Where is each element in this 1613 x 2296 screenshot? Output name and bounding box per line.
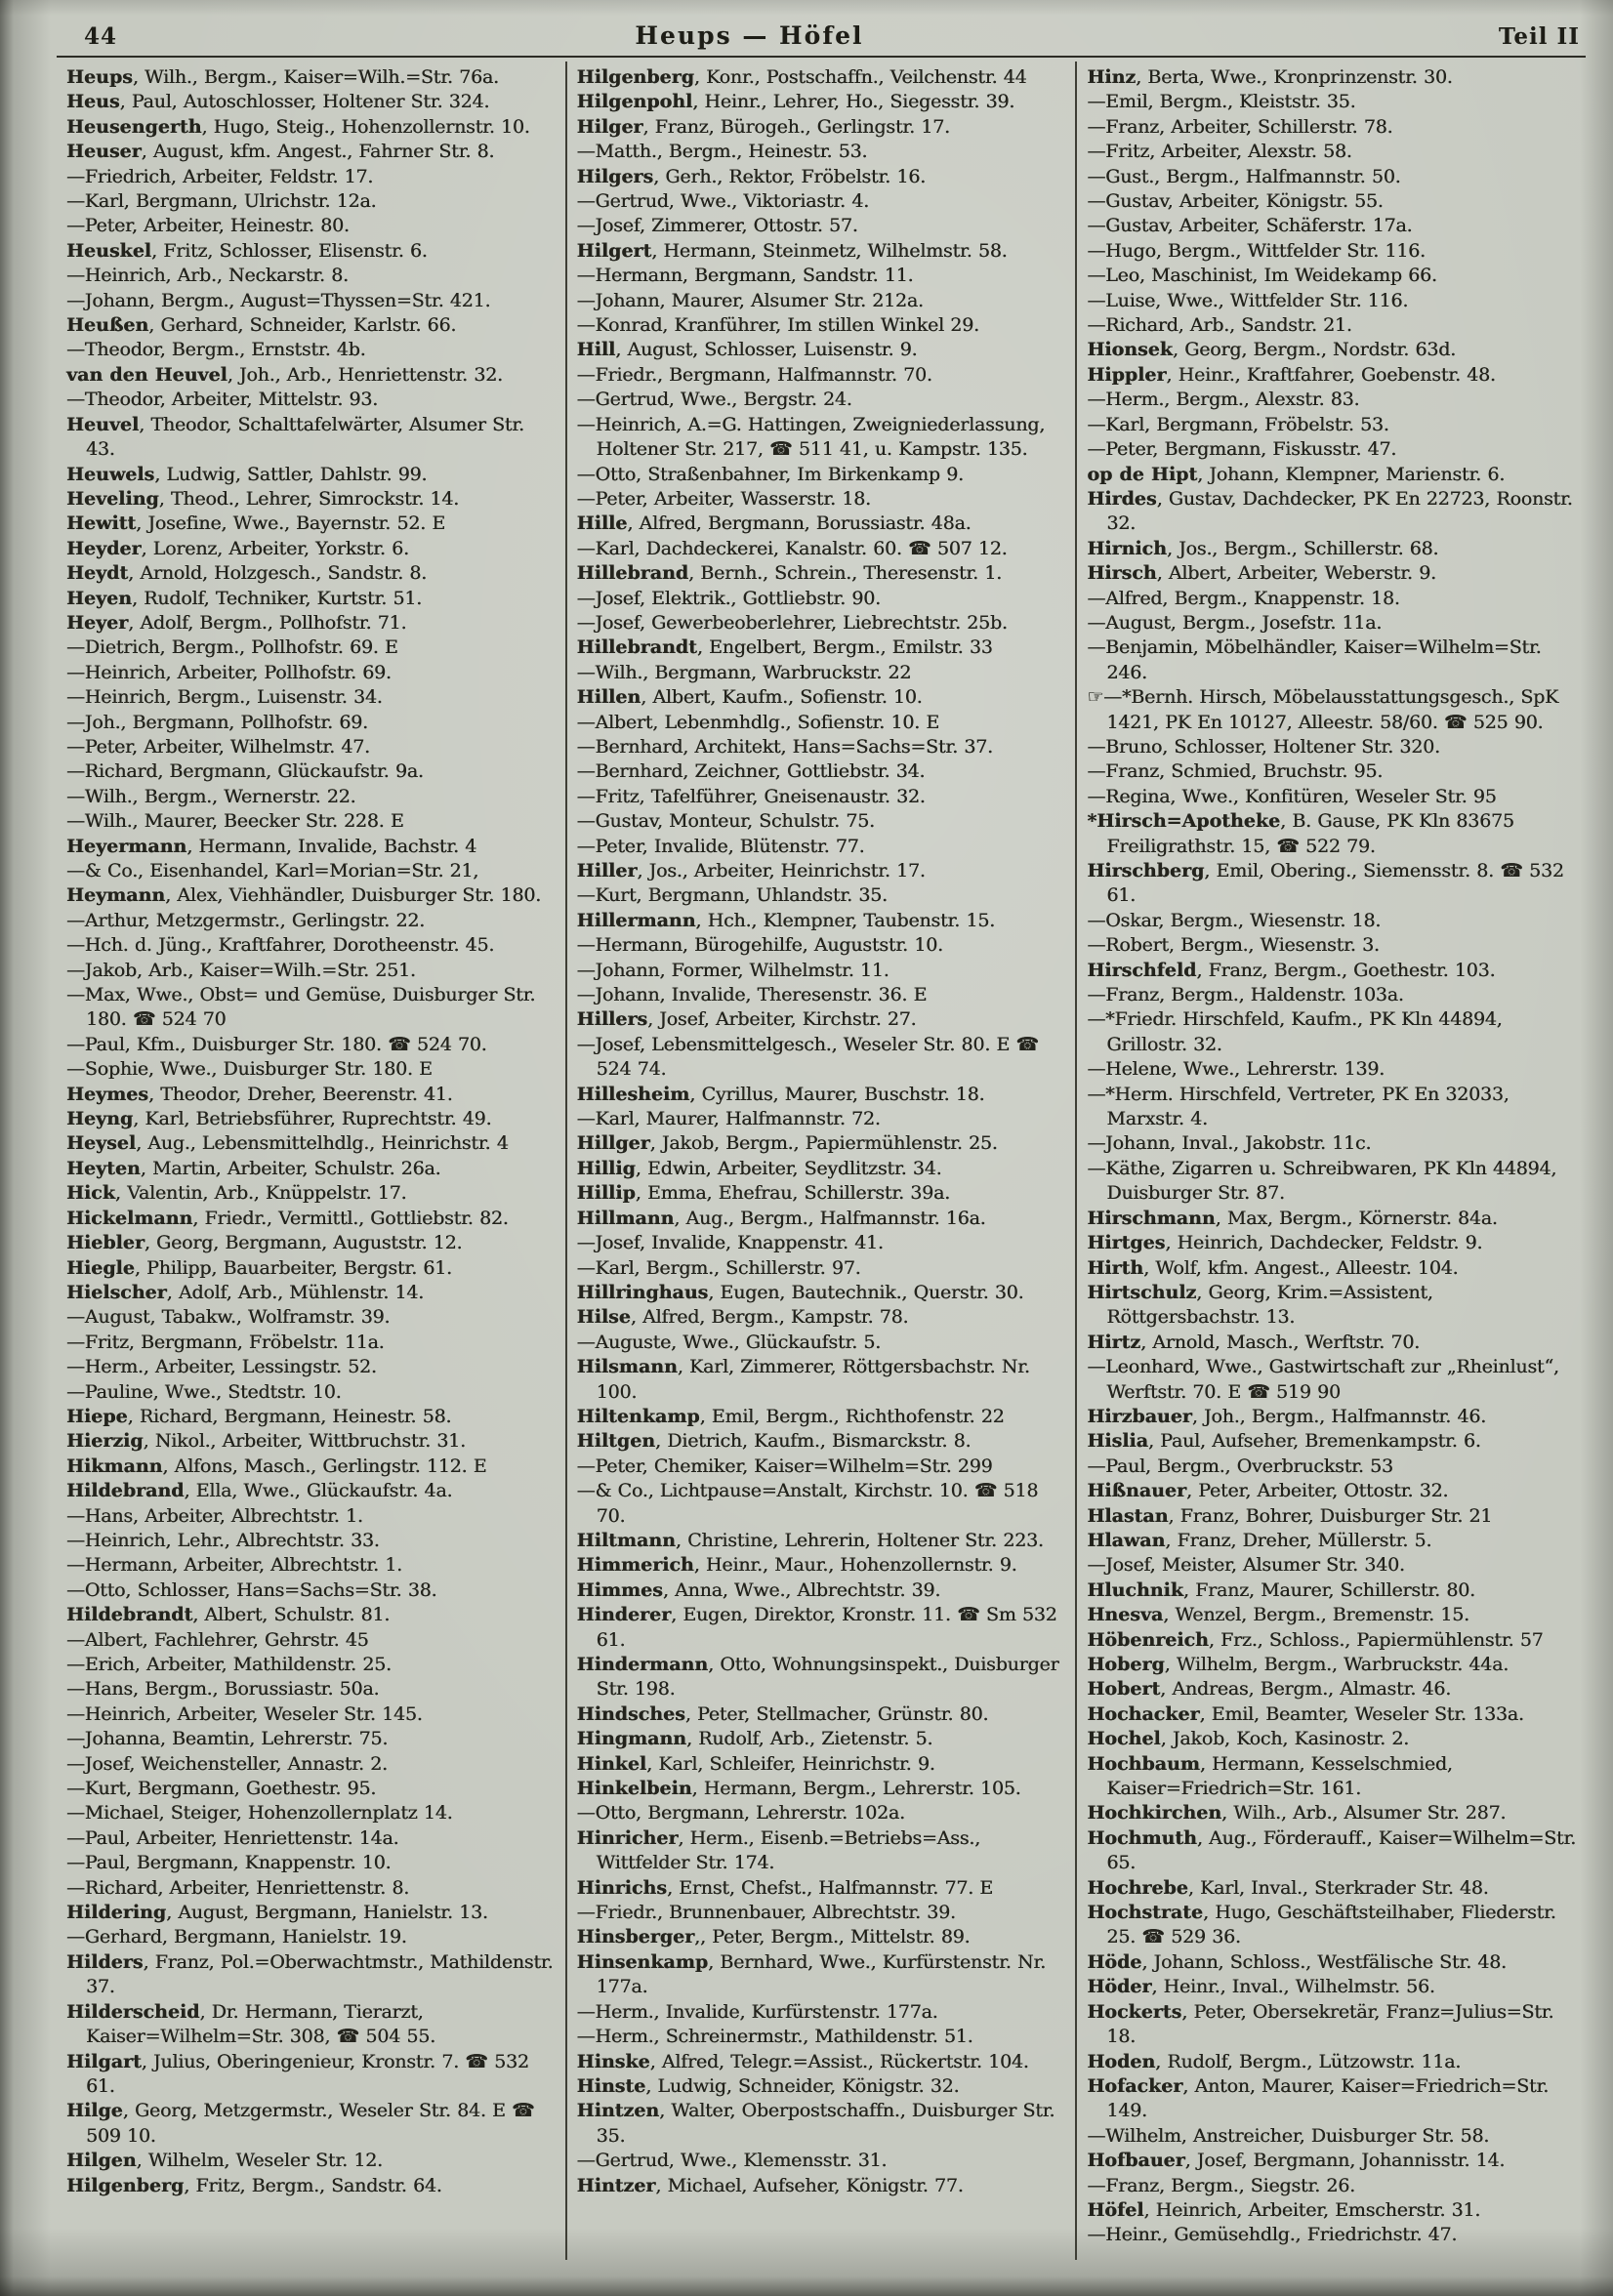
directory-entry: —Jakob, Arb., Kaiser=Wilh.=Str. 251. [66,959,416,981]
directory-entry: Heymes, Theodor, Dreher, Beerenstr. 41. [66,1083,453,1105]
directory-column-3 [1075,62,1586,2260]
directory-entry: Höfel, Heinrich, Arbeiter, Emscherstr. 31. [1087,2198,1481,2221]
directory-entry: Hilgart, Julius, Oberingenieur, Kronstr. 7. ☎ 532 61. [66,2050,529,2097]
directory-entry: —Karl, Bergm., Schillerstr. 97. [576,1256,861,1279]
directory-entry: Heuskel, Fritz, Schlosser, Elisenstr. 6. [66,239,428,262]
directory-entry: —Friedr., Brunnenbauer, Albrechtstr. 39. [576,1902,956,1924]
directory-entry: —Karl, Bergmann, Fröbelstr. 53. [1087,413,1389,435]
directory-entry: Hirsch, Albert, Arbeiter, Weberstr. 9. [1087,562,1436,585]
directory-entry: Heyder, Lorenz, Arbeiter, Yorkstr. 6. [66,537,409,559]
directory-entry: Hionsek, Georg, Bergm., Nordstr. 63d. [1087,339,1456,361]
directory-entry: —Wilh., Maurer, Beecker Str. 228. E [66,810,404,833]
directory-entry: Hiltenkamp, Emil, Bergm., Richthofenstr. 22 [576,1405,1005,1427]
directory-entry: —Johann, Former, Wilhelmstr. 11. [576,959,889,981]
directory-entry: —Peter, Invalide, Blütenstr. 77. [576,835,865,857]
directory-entry: —Arthur, Metzgermstr., Gerlingstr. 22. [66,909,425,931]
directory-entry: —Hans, Arbeiter, Albrechtstr. 1. [66,1504,363,1527]
directory-entry: —Theodor, Bergm., Ernststr. 4b. [66,339,366,361]
directory-entry: ☞—*Bernh. Hirsch, Möbelausstattungsgesch., SpK 1421, PK En 10127, Alleestr. 58/60. ☎ 525 90. [1087,686,1559,733]
directory-columns [57,62,1586,2260]
directory-entry: —Fritz, Tafelführer, Gneisenaustr. 32. [576,785,926,807]
directory-entry: Hillers, Josef, Arbeiter, Kirchstr. 27. [576,1008,917,1031]
directory-entry: —Herm., Arbeiter, Lessingstr. 52. [66,1356,377,1378]
directory-entry: Hiebler, Georg, Bergmann, Auguststr. 12. [66,1232,463,1254]
directory-entry: —Gust., Bergm., Halfmannstr. 50. [1087,165,1401,187]
directory-entry: Himmerich, Heinr., Maur., Hohenzollernstr. 9. [576,1554,1017,1577]
directory-entry: Hiltgen, Dietrich, Kaufm., Bismarckstr. 8. [576,1430,972,1453]
directory-entry: —Johann, Inval., Jakobstr. 11c. [1087,1132,1372,1155]
directory-entry: Hinderer, Eugen, Direktor, Kronstr. 11. ☎ Sm 532 61. [576,1604,1057,1651]
directory-entry: Hillebrand, Bernh., Schrein., Theresenstr. 1. [576,562,1002,585]
directory-entry: Hilgen, Wilhelm, Weseler Str. 12. [66,2150,383,2172]
directory-entry: Hillebrandt, Engelbert, Bergm., Emilstr. 33 [576,636,993,659]
directory-entry: Hilderscheid, Dr. Hermann, Tierarzt, Kaiser=Wilhelm=Str. 308, ☎ 504 55. [66,2000,435,2048]
directory-entry: —Josef, Lebensmittelgesch., Weseler Str. 80. E ☎ 524 74. [576,1033,1039,1081]
directory-entry: Heysel, Aug., Lebensmittelhdlg., Heinrichstr. 4 [66,1132,509,1155]
directory-entry: —Karl, Maurer, Halfmannstr. 72. [576,1108,881,1130]
directory-entry: Heydt, Arnold, Holzgesch., Sandstr. 8. [66,562,428,585]
directory-entry: —Hermann, Arbeiter, Albrechtstr. 1. [66,1554,402,1577]
directory-entry: Hiegle, Philipp, Bauarbeiter, Bergstr. 61. [66,1256,452,1279]
directory-entry: —Käthe, Zigarren u. Schreibwaren, PK Kln 44894, Duisburger Str. 87. [1087,1157,1557,1205]
directory-entry: —Otto, Schlosser, Hans=Sachs=Str. 38. [66,1578,437,1601]
directory-entry: —Friedrich, Arbeiter, Feldstr. 17. [66,165,374,187]
directory-entry: Hinkel, Karl, Schleifer, Heinrichstr. 9. [576,1752,935,1775]
directory-entry: Hilse, Alfred, Bergm., Kampstr. 78. [576,1306,909,1329]
directory-column-1 [57,62,565,2260]
directory-entry: Heuvel, Theodor, Schalttafelwärter, Alsumer Str. 43. [66,413,524,461]
directory-entry: —Robert, Bergm., Wiesenstr. 3. [1087,934,1380,957]
directory-entry: Hirtges, Heinrich, Dachdecker, Feldstr. 9. [1087,1232,1483,1254]
header-rule [57,56,1586,58]
directory-entry: Hindsches, Peter, Stellmacher, Grünstr. 80. [576,1702,989,1725]
directory-entry: —Heinr., Gemüsehdlg., Friedrichstr. 47. [1087,2224,1458,2246]
directory-entry: —Josef, Zimmerer, Ottostr. 57. [576,215,858,237]
directory-entry: Hirdes, Gustav, Dachdecker, PK En 22723, Roonstr. 32. [1087,487,1573,535]
directory-entry: Hoberg, Wilhelm, Bergm., Warbruckstr. 44a. [1087,1654,1510,1675]
directory-entry: Hißnauer, Peter, Arbeiter, Ottostr. 32. [1087,1480,1449,1502]
directory-entry: —*Friedr. Hirschfeld, Kaufm., PK Kln 44894, Grillostr. 32. [1087,1008,1503,1055]
directory-entry: Hochel, Jakob, Koch, Kasinostr. 2. [1087,1728,1409,1750]
directory-entry: Heyten, Martin, Arbeiter, Schulstr. 26a. [66,1157,441,1179]
directory-entry: —Wilhelm, Anstreicher, Duisburger Str. 58. [1087,2124,1490,2147]
directory-entry: —Michael, Steiger, Hohenzollernplatz 14. [66,1802,453,1824]
directory-entry: —Helene, Wwe., Lehrerstr. 139. [1087,1058,1385,1081]
directory-entry: —Heinrich, Arbeiter, Weseler Str. 145. [66,1702,423,1725]
directory-entry: —Richard, Arb., Sandstr. 21. [1087,314,1352,337]
directory-entry: Hochbaum, Hermann, Kesselschmied, Kaiser=Friedrich=Str. 161. [1087,1752,1453,1800]
directory-entry: —Johanna, Beamtin, Lehrerstr. 75. [66,1728,389,1750]
directory-entry: —Gertrud, Wwe., Klemensstr. 31. [576,2150,888,2172]
directory-entry: —Peter, Arbeiter, Wilhelmstr. 47. [66,735,370,758]
directory-entry: Heymann, Alex, Viehhändler, Duisburger Str. 180. [66,884,541,907]
directory-entry: Hillip, Emma, Ehefrau, Schillerstr. 39a. [576,1182,950,1205]
directory-entry: —Josef, Elektrik., Gottliebstr. 90. [576,587,881,609]
directory-entry: Hirschberg, Emil, Obering., Siemensstr. 8. ☎ 532 61. [1087,860,1564,907]
directory-entry: Hochacker, Emil, Beamter, Weseler Str. 133a. [1087,1702,1524,1725]
directory-entry: Hinske, Alfred, Telegr.=Assist., Rückertstr. 104. [576,2050,1029,2072]
directory-entry: Hilge, Georg, Metzgermstr., Weseler Str. 84. E ☎ 509 10. [66,2100,535,2147]
directory-entry: Hick, Valentin, Arb., Knüppelstr. 17. [66,1182,407,1205]
directory-entry: Hindermann, Otto, Wohnungsinspekt., Duisburger Str. 198. [576,1654,1059,1701]
directory-entry: —Franz, Arbeiter, Schillerstr. 78. [1087,115,1393,138]
directory-entry: *Hirsch=Apotheke, B. Gause, PK Kln 83675 Freiligrathstr. 15, ☎ 522 79. [1087,810,1514,857]
directory-entry: —Franz, Schmied, Bruchstr. 95. [1087,760,1384,783]
directory-entry: Hislia, Paul, Aufseher, Bremenkampstr. 6. [1087,1430,1481,1453]
directory-entry: —Wilh., Bergm., Wernerstr. 22. [66,785,356,807]
directory-entry: —Theodor, Arbeiter, Mittelstr. 93. [66,389,379,411]
directory-entry: Heups, Wilh., Bergm., Kaiser=Wilh.=Str. 76a. [66,66,499,88]
directory-entry: —Heinrich, Lehr., Albrechtstr. 33. [66,1529,380,1551]
directory-entry: Hillermann, Hch., Klempner, Taubenstr. 15. [576,909,995,931]
directory-entry: Heyer, Adolf, Bergm., Pollhofstr. 71. [66,611,407,634]
directory-entry: Hochkirchen, Wilh., Arb., Alsumer Str. 287. [1087,1802,1507,1824]
directory-entry: Hilgenpohl, Heinr., Lehrer, Ho., Siegesstr. 39. [576,91,1015,113]
directory-entry: —August, Bergm., Josefstr. 11a. [1087,611,1383,634]
directory-entry: —Gertrud, Wwe., Viktoriastr. 4. [576,190,869,213]
directory-entry: —Richard, Arbeiter, Henriettenstr. 8. [66,1876,410,1899]
directory-entry: —Pauline, Wwe., Stedtstr. 10. [66,1380,342,1403]
directory-entry: —Bruno, Schlosser, Holtener Str. 320. [1087,735,1440,758]
directory-entry: —Albert, Fachlehrer, Gehrstr. 45 [66,1628,369,1651]
directory-entry: —Kurt, Bergmann, Uhlandstr. 35. [576,884,888,907]
directory-entry: Hierzig, Nikol., Arbeiter, Wittbruchstr. 31. [66,1430,466,1453]
directory-entry: Hinrichs, Ernst, Chefst., Halfmannstr. 77. E [576,1876,993,1899]
directory-entry: —Dietrich, Bergm., Pollhofstr. 69. E [66,636,398,659]
section-label: Teil II [1498,23,1580,50]
directory-entry: Höde, Johann, Schloss., Westfälische Str. 48. [1087,1950,1507,1973]
directory-entry: Hillringhaus, Eugen, Bautechnik., Querstr. 30. [576,1281,1024,1303]
page-title: Heups — Höfel [635,21,864,50]
directory-entry: Heus, Paul, Autoschlosser, Holtener Str. 324. [66,91,490,113]
directory-entry: Hikmann, Alfons, Masch., Gerlingstr. 112. E [66,1455,487,1477]
directory-entry: —Friedr., Bergmann, Halfmannstr. 70. [576,363,932,386]
directory-entry: —Franz, Bergm., Haldenstr. 103a. [1087,984,1404,1006]
directory-entry: Hiltmann, Christine, Lehrerin, Holtener Str. 223. [576,1529,1044,1551]
directory-entry: —Benjamin, Möbelhändler, Kaiser=Wilhelm=Str. 246. [1087,636,1542,683]
directory-entry: —Otto, Bergmann, Lehrerstr. 102a. [576,1802,905,1824]
page-content [57,21,1586,2267]
directory-entry: —Hermann, Bergmann, Sandstr. 11. [576,265,914,287]
directory-entry: Heußen, Gerhard, Schneider, Karlstr. 66. [66,314,457,337]
directory-entry: —& Co., Lichtpause=Anstalt, Kirchstr. 10. ☎ 518 70. [576,1480,1039,1527]
directory-entry: van den Heuvel, Joh., Arb., Henriettenstr. 32. [66,363,503,386]
directory-entry: Hilsmann, Karl, Zimmerer, Röttgersbachstr. Nr. 100. [576,1356,1030,1403]
directory-entry: —Paul, Arbeiter, Henriettenstr. 14a. [66,1826,399,1849]
directory-entry: Hildering, August, Bergmann, Hanielstr. 13. [66,1902,488,1924]
page-header [57,21,1586,50]
directory-entry: —Joh., Bergmann, Pollhofstr. 69. [66,711,368,733]
directory-entry: Hillig, Edwin, Arbeiter, Seydlitzstr. 34. [576,1157,942,1179]
directory-entry: —Karl, Dachdeckerei, Kanalstr. 60. ☎ 507 12. [576,537,1008,559]
directory-entry: —Luise, Wwe., Wittfelder Str. 116. [1087,289,1409,311]
directory-entry: —Johann, Invalide, Theresenstr. 36. E [576,984,928,1006]
directory-entry: Höder, Heinr., Inval., Wilhelmstr. 56. [1087,1976,1435,1998]
directory-entry: —Erich, Arbeiter, Mathildenstr. 25. [66,1654,392,1675]
directory-entry: Hintzer, Michael, Aufseher, Königstr. 77. [576,2174,964,2196]
directory-entry: —Heinrich, A.=G. Hattingen, Zweigniederlassung, Holtener Str. 217, ☎ 511 41, u. Kampstr. 135. [576,413,1046,461]
directory-entry: Hirnich, Jos., Bergm., Schillerstr. 68. [1087,537,1439,559]
directory-entry: Hofbauer, Josef, Bergmann, Johannisstr. 14. [1087,2150,1506,2172]
directory-entry: Hockerts, Peter, Obersekretär, Franz=Julius=Str. 18. [1087,2000,1554,2048]
directory-entry: Heuser, August, kfm. Angest., Fahrner Str. 8. [66,141,495,163]
directory-entry: —Heinrich, Bergm., Luisenstr. 34. [66,686,383,709]
directory-entry: Hofacker, Anton, Maurer, Kaiser=Friedrich=Str. 149. [1087,2074,1550,2122]
directory-entry: —Peter, Arbeiter, Wasserstr. 18. [576,487,871,510]
directory-entry: —Josef, Meister, Alsumer Str. 340. [1087,1554,1405,1577]
directory-entry: Hiller, Jos., Arbeiter, Heinrichstr. 17. [576,860,926,882]
directory-column-2 [565,62,1076,2260]
directory-entry: —Gerhard, Bergmann, Hanielstr. 19. [66,1926,407,1948]
directory-entry: —Gertrud, Wwe., Bergstr. 24. [576,389,852,411]
directory-entry: Hildebrandt, Albert, Schulstr. 81. [66,1604,391,1626]
directory-entry: Hochrebe, Karl, Inval., Sterkrader Str. 48. [1087,1876,1489,1899]
directory-entry: —Paul, Kfm., Duisburger Str. 180. ☎ 524 70. [66,1033,487,1055]
directory-entry: Hirtschulz, Georg, Krim.=Assistent, Röttgersbachstr. 13. [1087,1281,1433,1329]
directory-entry: —Kurt, Bergmann, Goethestr. 95. [66,1778,377,1800]
directory-entry: Heusengerth, Hugo, Steig., Hohenzollernstr. 10. [66,115,530,138]
directory-entry: Heyen, Rudolf, Techniker, Kurtstr. 51. [66,587,422,609]
directory-entry: —Heinrich, Arbeiter, Pollhofstr. 69. [66,661,392,683]
directory-entry: Hirschmann, Max, Bergm., Körnerstr. 84a. [1087,1207,1498,1229]
directory-entry: Hilger, Franz, Bürogeh., Gerlingstr. 17. [576,115,950,138]
directory-entry: —& Co., Eisenhandel, Karl=Morian=Str. 21, [66,860,479,882]
directory-entry: —Sophie, Wwe., Duisburger Str. 180. E [66,1058,433,1081]
directory-entry: —Herm., Bergm., Alexstr. 83. [1087,389,1360,411]
directory-entry: Hochstrate, Hugo, Geschäftsteilhaber, Fliederstr. 25. ☎ 529 36. [1087,1902,1556,1948]
directory-entry: —Alfred, Bergm., Knappenstr. 18. [1087,587,1400,609]
directory-entry: —Leonhard, Wwe., Gastwirtschaft zur „Rheinlust“, Werftstr. 70. E ☎ 519 90 [1087,1356,1559,1403]
directory-entry: —Auguste, Wwe., Glückaufstr. 5. [576,1331,882,1353]
directory-entry: Hluchnik, Franz, Maurer, Schillerstr. 80. [1087,1578,1475,1601]
directory-entry: —Bernhard, Zeichner, Gottliebstr. 34. [576,760,926,783]
directory-entry: —Josef, Gewerbeoberlehrer, Liebrechtstr. 25b. [576,611,1008,634]
directory-entry: —Albert, Lebenmhdlg., Sofienstr. 10. E [576,711,939,733]
directory-entry: —Josef, Weichensteller, Annastr. 2. [66,1752,388,1775]
directory-entry: Hickelmann, Friedr., Vermittl., Gottliebstr. 82. [66,1207,509,1229]
directory-entry: Heyermann, Hermann, Invalide, Bachstr. 4 [66,835,477,857]
directory-entry: —Herm., Invalide, Kurfürstenstr. 177a. [576,2000,938,2023]
directory-entry: —Max, Wwe., Obst= und Gemüse, Duisburger Str. 180. ☎ 524 70 [66,984,536,1031]
directory-entry: Hildebrand, Ella, Wwe., Glückaufstr. 4a. [66,1480,453,1502]
directory-entry: —Wilh., Bergmann, Warbruckstr. 22 [576,661,912,683]
directory-entry: Hinsenkamp, Bernhard, Wwe., Kurfürstenstr. Nr. 177a. [576,1950,1047,1998]
directory-entry: Himmes, Anna, Wwe., Albrechtstr. 39. [576,1578,941,1601]
directory-entry: Hilgenberg, Fritz, Bergm., Sandstr. 64. [66,2174,442,2196]
directory-entry: —Fritz, Bergmann, Fröbelstr. 11a. [66,1331,385,1353]
directory-entry: —Regina, Wwe., Konfitüren, Weseler Str. 95 [1087,785,1497,807]
directory-entry: —Bernhard, Architekt, Hans=Sachs=Str. 37. [576,735,993,758]
directory-entry: op de Hipt, Johann, Klempner, Marienstr. 6. [1087,463,1506,485]
directory-entry: —Paul, Bergm., Overbruckstr. 53 [1087,1455,1393,1477]
directory-entry: Hewitt, Josefine, Wwe., Bayernstr. 52. E [66,512,445,535]
directory-entry: —Matth., Bergm., Heinestr. 53. [576,141,868,163]
directory-entry: Hlastan, Franz, Bohrer, Duisburger Str. 21 [1087,1504,1493,1527]
directory-entry: —Johann, Maurer, Alsumer Str. 212a. [576,289,924,311]
directory-entry: —Hermann, Bürogehilfe, Auguststr. 10. [576,934,943,957]
directory-entry: Hilders, Franz, Pol.=Oberwachtmstr., Mathildenstr. 37. [66,1950,554,1998]
page-number: 44 [84,23,118,50]
directory-entry: Heyng, Karl, Betriebsführer, Ruprechtstr. 49. [66,1108,492,1130]
directory-entry: Hirth, Wolf, kfm. Angest., Alleestr. 104. [1087,1256,1459,1279]
directory-entry: Hillen, Albert, Kaufm., Sofienstr. 10. [576,686,923,709]
directory-entry: —Johann, Bergm., August=Thyssen=Str. 421. [66,289,491,311]
directory-entry: Heuwels, Ludwig, Sattler, Dahlstr. 99. [66,463,428,485]
directory-entry: Hnesva, Wenzel, Bergm., Bremenstr. 15. [1087,1604,1469,1626]
directory-entry: Hilgers, Gerh., Rektor, Fröbelstr. 16. [576,165,926,187]
directory-entry: Hinste, Ludwig, Schneider, Königstr. 32. [576,2074,960,2097]
directory-entry: —Konrad, Kranführer, Im stillen Winkel 29. [576,314,979,337]
directory-entry: Hilgenberg, Konr., Postschaffn., Veilchenstr. 44 [576,66,1027,88]
directory-entry: —Gustav, Arbeiter, Königstr. 55. [1087,190,1384,213]
directory-entry: Hillger, Jakob, Bergm., Papiermühlenstr. 25. [576,1132,998,1155]
directory-entry: Hillmann, Aug., Bergm., Halfmannstr. 16a. [576,1207,986,1229]
directory-entry: Heveling, Theod., Lehrer, Simrockstr. 14. [66,487,460,510]
directory-entry: Hippler, Heinr., Kraftfahrer, Goebenstr. 48. [1087,363,1496,386]
directory-entry: Hinricher, Herm., Eisenb.=Betriebs=Ass., Wittfelder Str. 174. [576,1826,980,1874]
directory-entry: Hoden, Rudolf, Bergm., Lützowstr. 11a. [1087,2050,1462,2072]
directory-entry: Höbenreich, Frz., Schloss., Papiermühlenstr. 57 [1087,1628,1544,1651]
directory-entry: —Herm., Schreinermstr., Mathildenstr. 51. [576,2026,973,2048]
directory-entry: —August, Tabakw., Wolframstr. 39. [66,1306,391,1329]
directory-entry: —Hugo, Bergm., Wittfelder Str. 116. [1087,239,1426,262]
directory-entry: —Emil, Bergm., Kleiststr. 35. [1087,91,1356,113]
directory-entry: Hilgert, Hermann, Steinmetz, Wilhelmstr. 58. [576,239,1008,262]
directory-entry: Hinsberger,, Peter, Bergm., Mittelstr. 89. [576,1926,971,1948]
directory-entry: —Heinrich, Arb., Neckarstr. 8. [66,265,349,287]
directory-entry: —Josef, Invalide, Knappenstr. 41. [576,1232,884,1254]
directory-entry: —Paul, Bergmann, Knappenstr. 10. [66,1852,392,1874]
directory-entry: Hinkelbein, Hermann, Bergm., Lehrerstr. 105. [576,1778,1021,1800]
directory-entry: Hirschfeld, Franz, Bergm., Goethestr. 103. [1087,959,1496,981]
directory-entry: Hillesheim, Cyrillus, Maurer, Buschstr. 18. [576,1083,985,1105]
directory-entry: —Oskar, Bergm., Wiesenstr. 18. [1087,909,1382,931]
directory-entry: Hielscher, Adolf, Arb., Mühlenstr. 14. [66,1281,425,1303]
directory-entry: Hirzbauer, Joh., Bergm., Halfmannstr. 46. [1087,1405,1487,1427]
directory-entry: —Peter, Arbeiter, Heinestr. 80. [66,215,350,237]
directory-entry: —Hch. d. Jüng., Kraftfahrer, Dorotheenstr. 45. [66,934,495,957]
directory-entry: Hinz, Berta, Wwe., Kronprinzenstr. 30. [1087,66,1453,88]
directory-entry: —Fritz, Arbeiter, Alexstr. 58. [1087,141,1352,163]
directory-entry: —Gustav, Arbeiter, Schäferstr. 17a. [1087,215,1413,237]
directory-entry: Hobert, Andreas, Bergm., Almastr. 46. [1087,1678,1452,1701]
directory-entry: Hintzen, Walter, Oberpostschaffn., Duisburger Str. 35. [576,2100,1055,2147]
directory-entry: —Leo, Maschinist, Im Weidekamp 66. [1087,265,1437,287]
directory-entry: Hochmuth, Aug., Förderauff., Kaiser=Wilhelm=Str. 65. [1087,1826,1577,1874]
directory-entry: —Peter, Chemiker, Kaiser=Wilhelm=Str. 299 [576,1455,993,1477]
directory-entry: —Peter, Bergmann, Fiskusstr. 47. [1087,438,1397,461]
directory-entry: —Otto, Straßenbahner, Im Birkenkamp 9. [576,463,964,485]
directory-entry: Hiepe, Richard, Bergmann, Heinestr. 58. [66,1405,452,1427]
directory-entry: Hlawan, Franz, Dreher, Müllerstr. 5. [1087,1529,1432,1551]
directory-entry: Hirtz, Arnold, Masch., Werftstr. 70. [1087,1331,1420,1353]
directory-entry: Hingmann, Rudolf, Arb., Zietenstr. 5. [576,1728,933,1750]
directory-entry: —Richard, Bergmann, Glückaufstr. 9a. [66,760,424,783]
directory-entry: —Gustav, Monteur, Schulstr. 75. [576,810,875,833]
directory-entry: Hill, August, Schlosser, Luisenstr. 9. [576,339,918,361]
directory-entry: Hille, Alfred, Bergmann, Borussiastr. 48a. [576,512,972,535]
directory-entry: —Karl, Bergmann, Ulrichstr. 12a. [66,190,377,213]
directory-entry: —*Herm. Hirschfeld, Vertreter, PK En 32033, Marxstr. 4. [1087,1083,1510,1130]
directory-entry: —Hans, Bergm., Borussiastr. 50a. [66,1678,380,1701]
directory-entry: —Franz, Bergm., Siegstr. 26. [1087,2174,1355,2196]
